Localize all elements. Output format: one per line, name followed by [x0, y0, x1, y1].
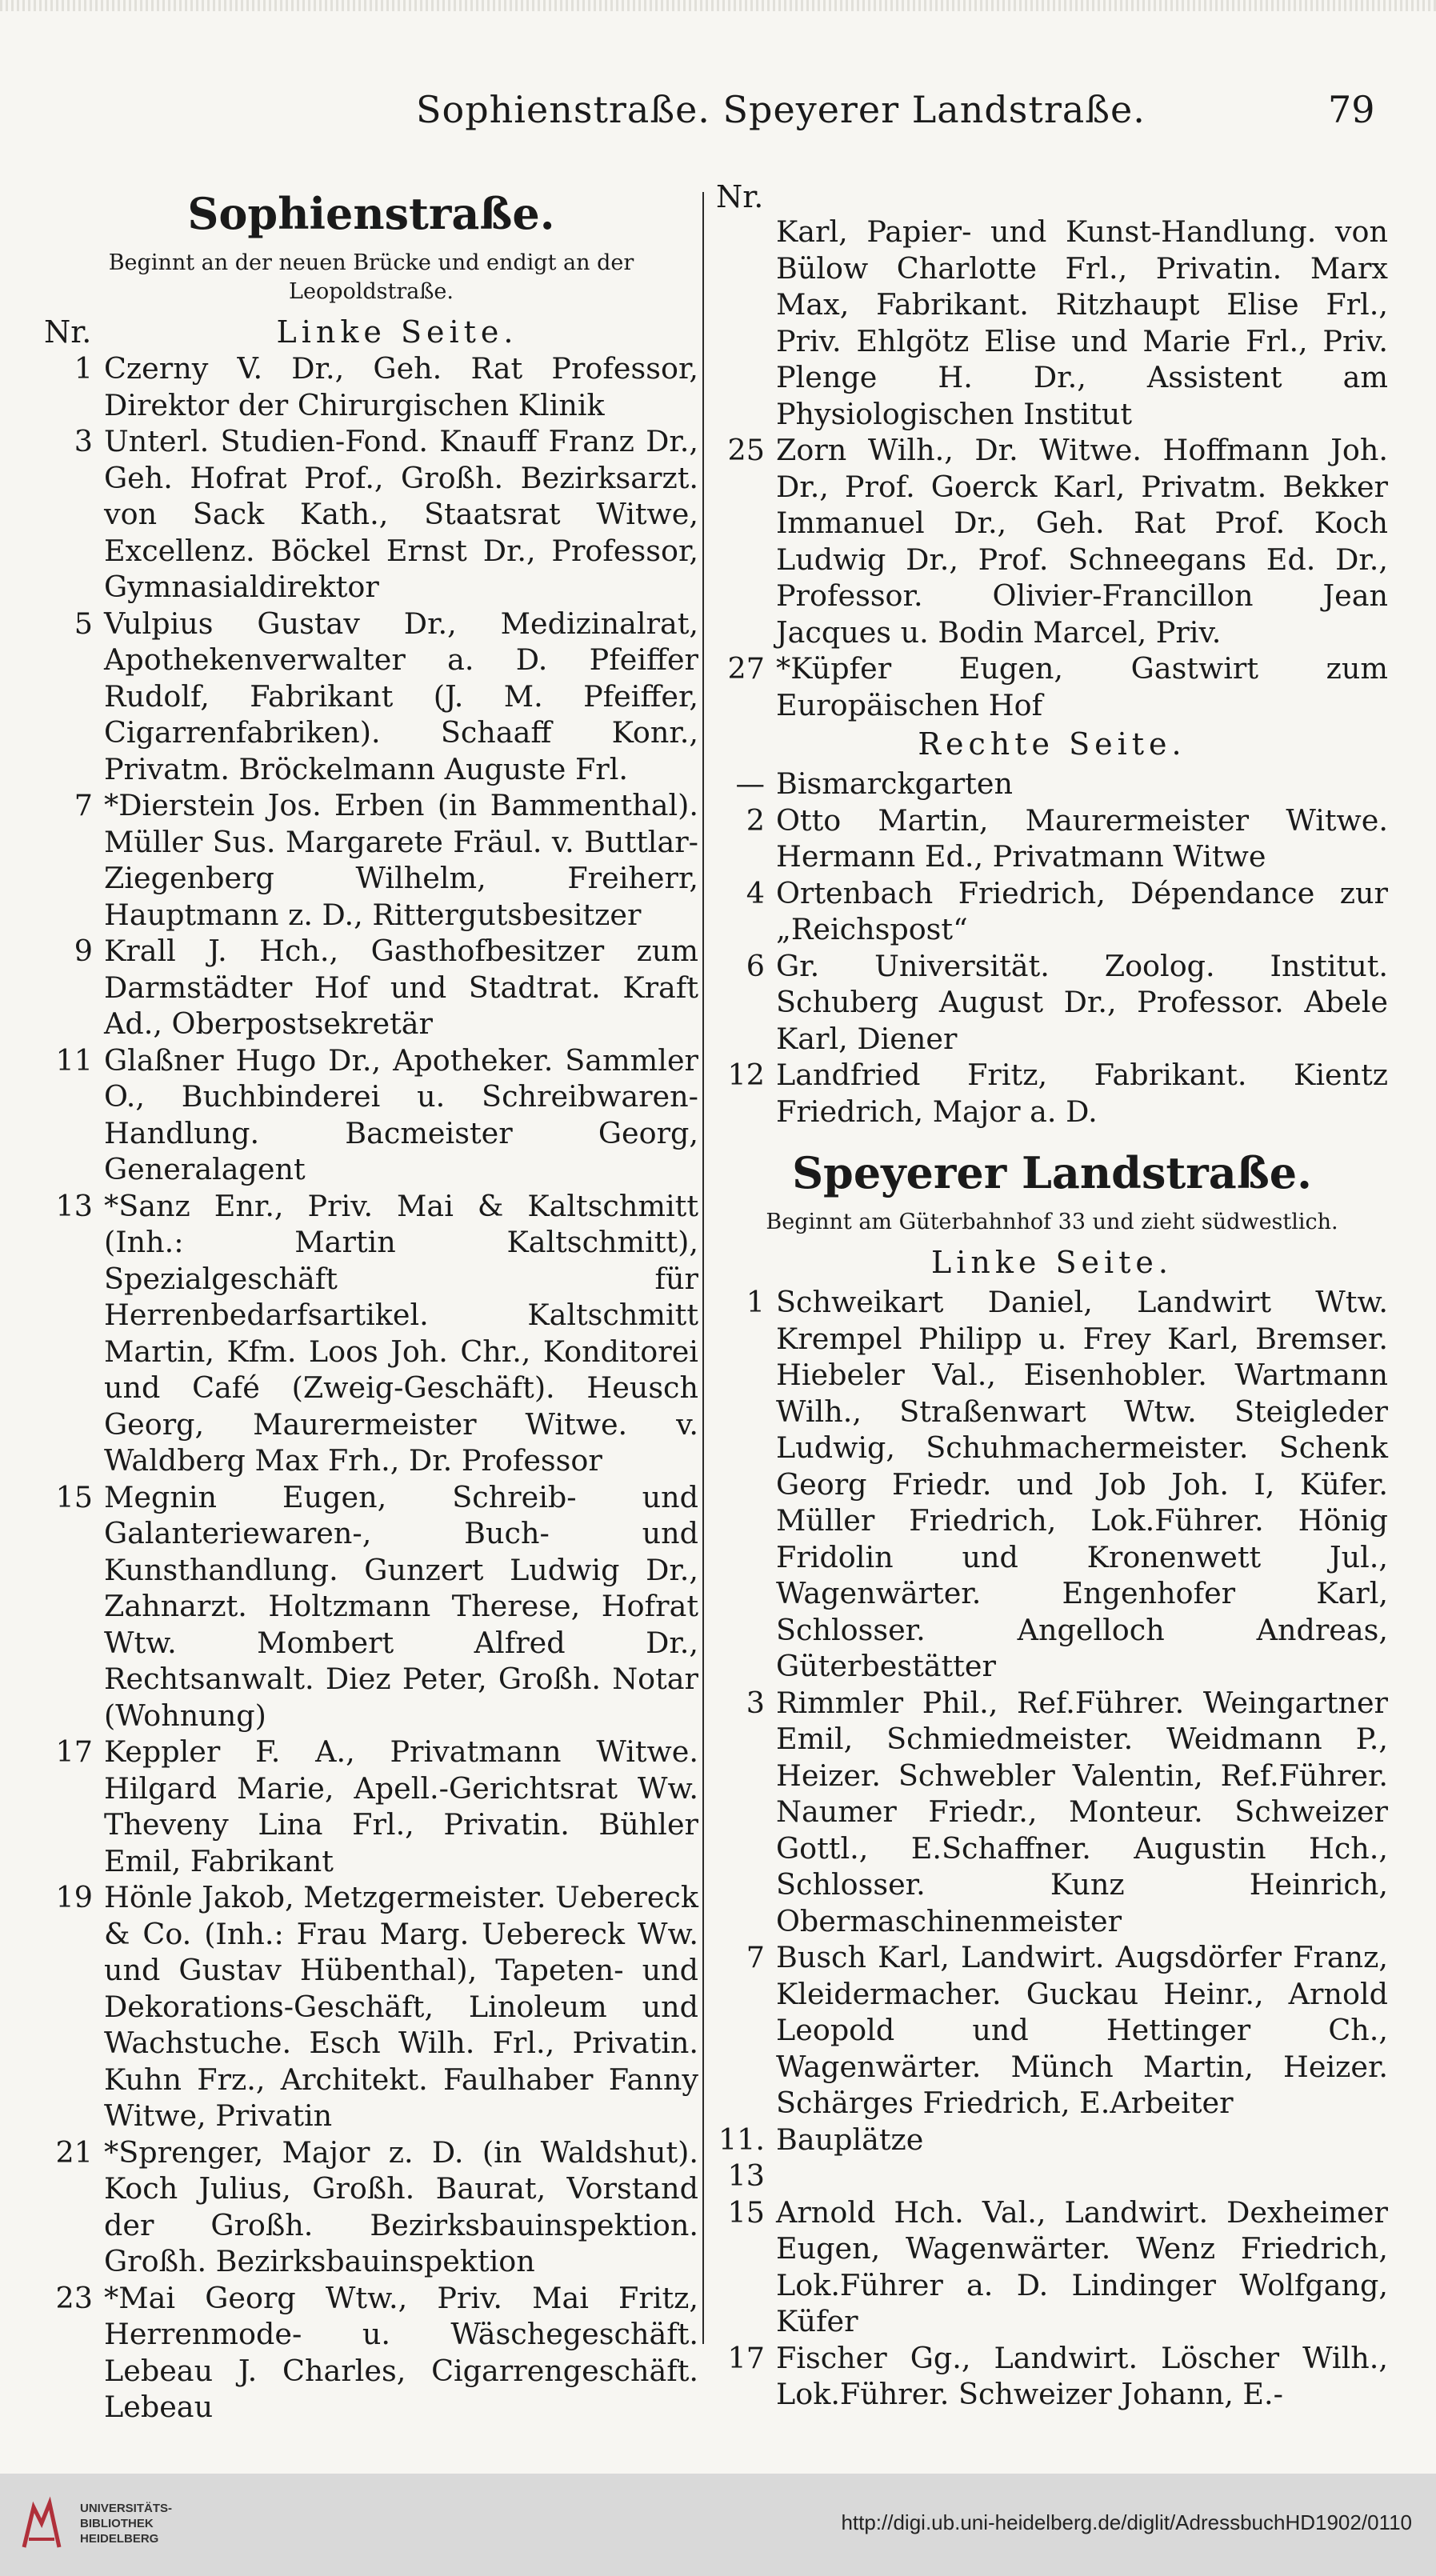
- house-number: 19: [55, 1880, 93, 1914]
- house-number: 13: [55, 1188, 93, 1223]
- residents-text: Krall J. Hch., Gasthofbesitzer zum Darmstädter Hof und Stadtrat. Kraft Ad., Oberpostsekretär: [104, 934, 698, 1041]
- house-number: 11. 13: [718, 2122, 765, 2193]
- scan-edge: [0, 0, 1436, 11]
- address-entry: [716, 432, 1388, 650]
- street-note: Beginnt am Güterbahnhof 33 und zieht südwestlich.: [766, 1210, 1338, 1234]
- entry-list: [716, 766, 1388, 1130]
- house-number: 15: [55, 1479, 93, 1514]
- address-entry: [716, 1939, 1388, 2122]
- house-number: 3: [746, 1685, 765, 1720]
- entry-list: [44, 350, 698, 2426]
- house-number: 17: [55, 1734, 93, 1769]
- house-number: 5: [74, 606, 93, 641]
- residents-text: *Küpfer Eugen, Gastwirt zum Europäischen Hof: [776, 651, 1388, 722]
- house-number: 23: [55, 2280, 93, 2315]
- house-number: 7: [74, 788, 93, 822]
- source-url-link[interactable]: http://digi.ub.uni-heidelberg.de/diglit/AdressbuchHD1902/0110: [841, 2510, 1412, 2534]
- residents-text: Unterl. Studien-Fond. Knauff Franz Dr., Geh. Hofrat Prof., Großh. Bezirksarzt. von Sack Kath., Staatsrat Witwe, Excellenz. Böckel Ernst Dr., Professor, Gymnasialdirektor: [104, 424, 698, 604]
- address-entry: [716, 1057, 1388, 1130]
- street-title-sophienstrasse: Sophienstraße.: [187, 188, 555, 239]
- residents-text: Schweikart Daniel, Landwirt Wtw. Krempel Philipp u. Frey Karl, Bremser. Hiebeler Val., Eisenhobler. Wartmann Wilh., Straßenwart Wtw. Steigleder Ludwig, Schuhmachermeister. Schenk Georg Friedr. und Job Joh. I, Küfer. Müller Friedrich, Lok.Führer. Hönig Fridolin und Kronenwett Jul., Wagenwärter. Engenhofer Karl, Schlosser. Angelloch Andreas, Güterbestätter: [776, 1285, 1388, 1683]
- residents-text: Fischer Gg., Landwirt. Löscher Wilh., Lok.Führer. Schweizer Johann, E.-: [776, 2340, 1388, 2411]
- house-number: 12: [727, 1058, 765, 1092]
- column-divider: [702, 192, 704, 2344]
- address-entry: [44, 1734, 698, 1879]
- entry-list: [716, 432, 1388, 723]
- house-number: 3: [74, 424, 93, 458]
- residents-text: Keppler F. A., Privatmann Witwe. Hilgard Marie, Apell.-Gerichtsrat Ww. Theveny Lina Frl., Privatin. Bühler Emil, Fabrikant: [104, 1734, 698, 1878]
- address-entry: [716, 802, 1388, 875]
- residents-text: Glaßner Hugo Dr., Apotheker. Sammler O., Buchbinderei u. Schreibwaren-Handlung. Bacmeister Georg, Generalagent: [104, 1042, 698, 1186]
- address-entry: [44, 933, 698, 1042]
- university-seal-icon: [18, 2491, 66, 2555]
- right-column: [716, 179, 1388, 2411]
- house-number: 1: [74, 351, 93, 386]
- entry-list: [716, 1284, 1388, 2413]
- house-number: 25: [727, 433, 765, 467]
- address-entry: [44, 787, 698, 933]
- address-entry: [44, 2280, 698, 2426]
- address-entry: [44, 1879, 698, 2134]
- address-entry: [716, 2194, 1388, 2340]
- address-entry: [44, 1479, 698, 1734]
- residents-text: Ortenbach Friedrich, Dépendance zur „Reichspost“: [776, 875, 1388, 946]
- address-entry: [44, 1042, 698, 1188]
- residents-text: Gr. Universität. Zoolog. Institut. Schuberg August Dr., Professor. Abele Karl, Diener: [776, 948, 1388, 1056]
- running-title: Sophienstraße. Speyerer Landstraße.: [416, 88, 1146, 131]
- address-entry: [716, 766, 1388, 802]
- address-entry: [716, 875, 1388, 948]
- address-entry: [716, 2122, 1388, 2194]
- address-entry: [44, 606, 698, 788]
- residents-text: Otto Martin, Maurermeister Witwe. Hermann Ed., Privatmann Witwe: [776, 802, 1388, 874]
- continued-entry: Karl, Papier- und Kunst-Handlung. von Bülow Charlotte Frl., Privatin. Marx Max, Fabrikant. Ritzhaupt Elise Frl., Priv. Ehlgötz Elise und Marie Frl., Priv. Plenge H. Dr., Assistent am Physiologischen Institut: [776, 214, 1388, 431]
- page-number: 79: [1328, 88, 1375, 131]
- address-entry: [716, 650, 1388, 723]
- residents-text: Arnold Hch. Val., Landwirt. Dexheimer Eugen, Wagenwärter. Wenz Friedrich, Lok.Führer a. D. Lindinger Wolfgang, Küfer: [776, 2194, 1388, 2338]
- side-label-left: Linke Seite.: [931, 1245, 1173, 1280]
- house-number: 7: [746, 1940, 765, 1974]
- residents-text: Landfried Fritz, Fabrikant. Kientz Friedrich, Major a. D.: [776, 1058, 1388, 1129]
- street-note: Beginnt an der neuen Brücke und endigt an der Leopoldstraße.: [108, 250, 634, 304]
- residents-text: *Dierstein Jos. Erben (in Bammenthal). Müller Sus. Margarete Fräul. v. Buttlar-Ziegenberg Wilhelm, Freiherr, Hauptmann z. D., Rittergutsbesitzer: [104, 788, 698, 932]
- library-line: UNIVERSITÄTS-: [80, 2502, 173, 2515]
- house-number: 11: [55, 1042, 93, 1078]
- address-entry: [44, 1188, 698, 1479]
- residents-text: Rimmler Phil., Ref.Führer. Weingartner Emil, Schmiedmeister. Weidmann P., Heizer. Schwebler Valentin, Ref.Führer. Naumer Friedr., Monteur. Schweizer Gottl., E.Schaffner. Augustin Hch., Schlosser. Kunz Heinrich, Obermaschinenmeister: [776, 1685, 1388, 1938]
- residents-text: Hönle Jakob, Metzgermeister. Uebereck & Co. (Inh.: Frau Marg. Uebereck Ww. und Gustav Hübenthal), Tapeten- und Dekorations-Geschäft, Linoleum und Wachstuche. Esch Wilh. Frl., Privatin. Kuhn Frz., Architekt. Faulhaber Fanny Witwe, Privatin: [104, 1880, 698, 2133]
- side-label-right: Rechte Seite.: [918, 726, 1186, 762]
- address-entry: [716, 948, 1388, 1058]
- address-entry: [716, 2340, 1388, 2413]
- house-number: —: [735, 766, 765, 801]
- side-header: [44, 314, 698, 350]
- residents-text: Megnin Eugen, Schreib- und Galanteriewaren-, Buch- und Kunsthandlung. Gunzert Ludwig Dr., Zahnarzt. Holtzmann Therese, Hofrat Wtw. Mombert Alfred Dr., Rechtsanwalt. Diez Peter, Großh. Notar (Wohnung): [104, 1479, 698, 1733]
- library-line: BIBLIOTHEK: [80, 2517, 154, 2530]
- residents-text: *Mai Georg Wtw., Priv. Mai Fritz, Herrenmode- u. Wäschegeschäft. Lebeau J. Charles, Cigarrengeschäft. Lebeau: [104, 2280, 698, 2424]
- address-entry: [716, 1284, 1388, 1685]
- house-number: 4: [746, 875, 765, 910]
- house-number: 21: [55, 2134, 93, 2170]
- nr-label: Nr.: [716, 179, 764, 214]
- residents-text: Bauplätze: [776, 2122, 924, 2157]
- street-title-speyerer-landstrasse: Speyerer Landstraße.: [792, 1147, 1312, 1198]
- residents-text: Zorn Wilh., Dr. Witwe. Hoffmann Joh. Dr., Prof. Goerck Karl, Privatm. Bekker Immanuel Dr., Geh. Rat Prof. Koch Ludwig Dr., Prof. Schneegans Ed. Dr., Professor. Olivier-Francillon Jean Jacques u. Bodin Marcel, Priv.: [776, 433, 1388, 650]
- house-number: 9: [74, 934, 93, 968]
- house-number: 6: [746, 948, 765, 983]
- house-number: 2: [746, 802, 765, 838]
- side-label-left: Linke Seite.: [276, 314, 518, 350]
- house-number: 27: [727, 651, 765, 686]
- address-entry: [44, 2134, 698, 2280]
- house-number: 17: [727, 2340, 765, 2375]
- nr-label: Nr.: [44, 314, 92, 350]
- address-entry: [44, 423, 698, 606]
- residents-text: Bismarckgarten: [776, 766, 1013, 801]
- residents-text: Busch Karl, Landwirt. Augsdörfer Franz, Kleidermacher. Guckau Heinr., Arnold Leopold und Hettinger Ch., Wagenwärter. Münch Martin, Heizer. Schärges Friedrich, E.Arbeiter: [776, 1940, 1388, 2120]
- residents-text: Vulpius Gustav Dr., Medizinalrat, Apothekenverwalter a. D. Pfeiffer Rudolf, Fabrikant (J. M. Pfeiffer, Cigarrenfabriken). Schaaff Konr., Privatm. Bröckelmann Auguste Frl.: [104, 606, 698, 786]
- address-entry: [44, 350, 698, 423]
- residents-text: *Sprenger, Major z. D. (in Waldshut). Koch Julius, Großh. Baurat, Vorstand der Großh. Bezirksbauinspektion. Großh. Bezirksbauinspektion: [104, 2134, 698, 2278]
- digitization-footer: [0, 2474, 1436, 2576]
- house-number: 15: [727, 2194, 765, 2230]
- library-line: HEIDELBERG: [80, 2532, 159, 2546]
- address-entry: [716, 1685, 1388, 1940]
- residents-text: *Sanz Enr., Priv. Mai & Kaltschmitt (Inh.: Martin Kaltschmitt), Spezialgeschäft für Herrenbedarfsartikel. Kaltschmitt Martin, Kfm. Loos Joh. Chr., Konditorei und Café (Zweig-Geschäft). Heusch Georg, Maurermeister Witwe. v. Waldberg Max Frh., Dr. Professor: [104, 1188, 698, 1478]
- library-name: [80, 2501, 172, 2546]
- residents-text: Czerny V. Dr., Geh. Rat Professor, Direktor der Chirurgischen Klinik: [104, 351, 698, 422]
- left-column: [44, 180, 698, 2424]
- house-number: 1: [746, 1285, 765, 1319]
